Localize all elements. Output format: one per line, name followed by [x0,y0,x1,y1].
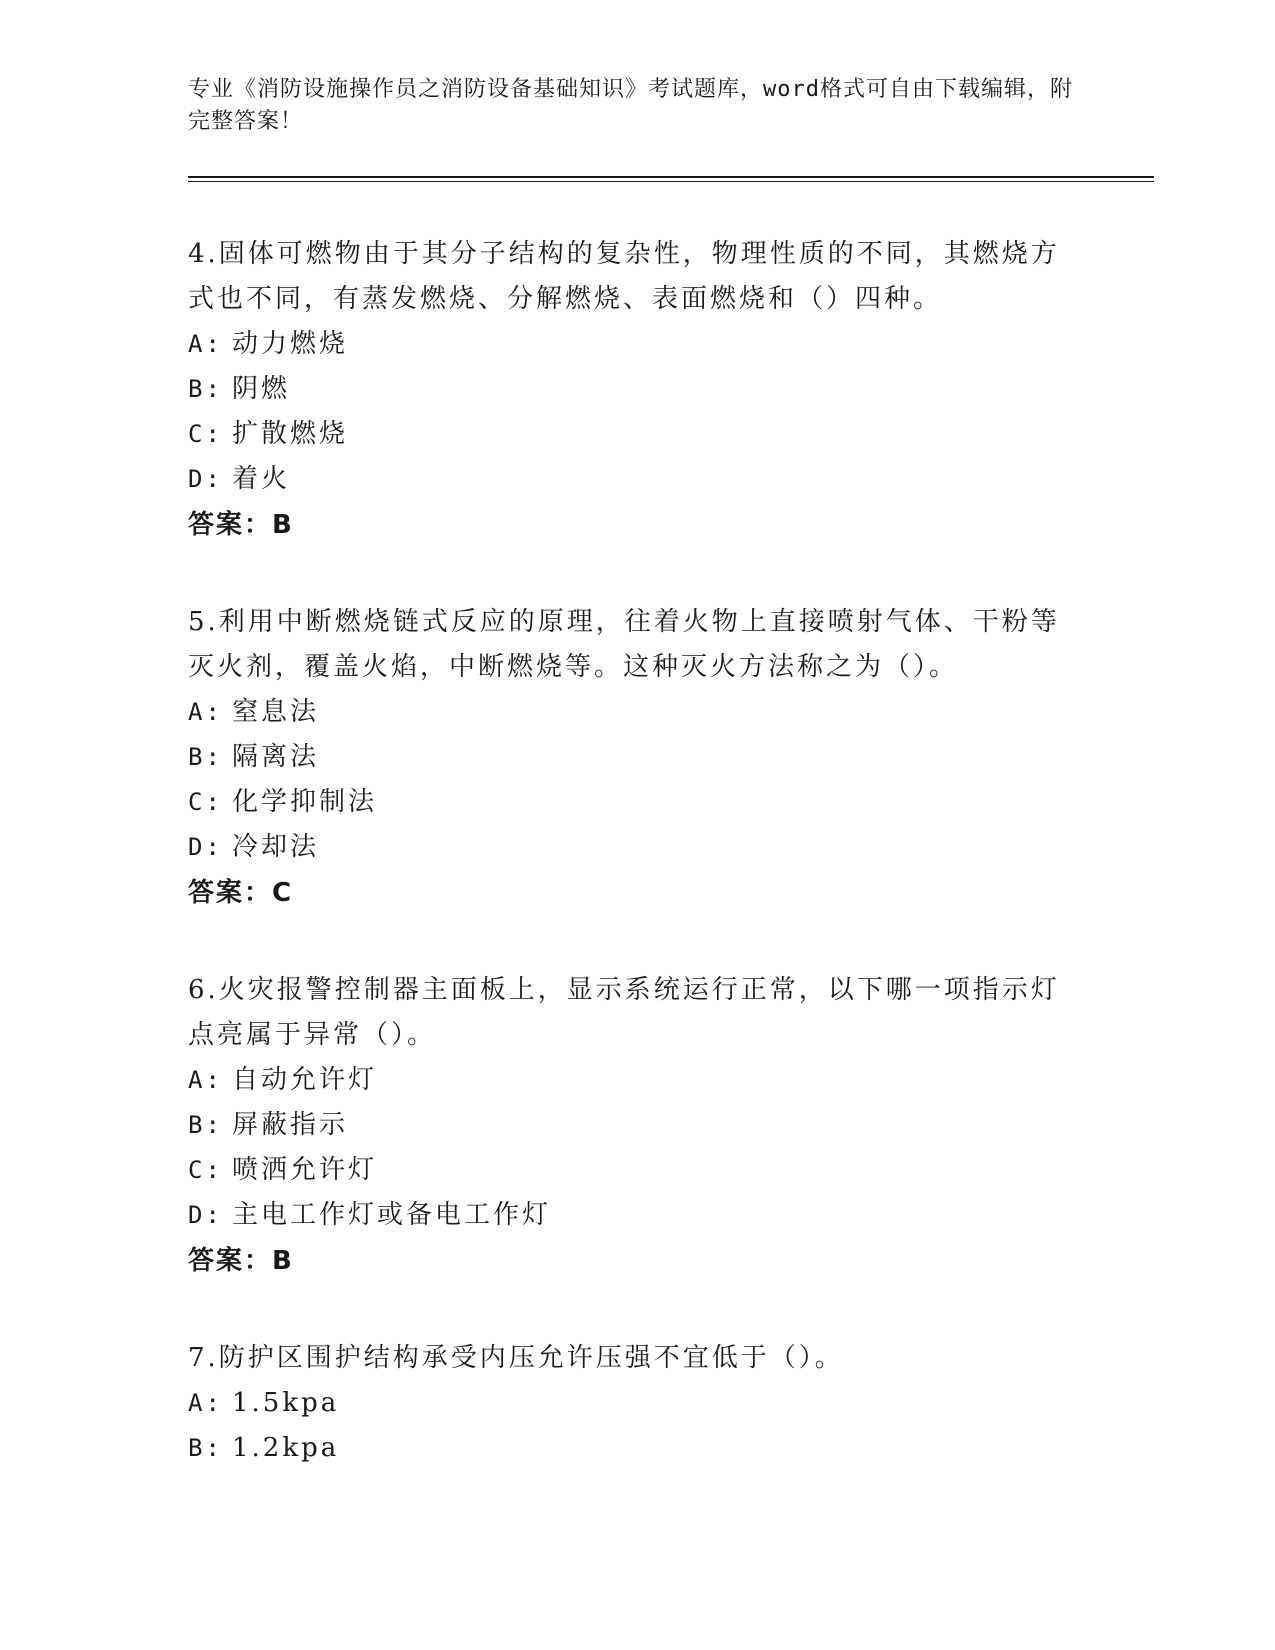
question-stem: 4.固体可燃物由于其分子结构的复杂性，物理性质的不同，其燃烧方式也不同，有蒸发燃烧、分解燃烧、表面燃烧和（）四种。 [188,239,1060,314]
document-header [188,74,1088,138]
answer-line: 答案：B [188,1246,294,1276]
header-divider-thick [188,176,1154,178]
option-a [188,1381,1068,1426]
option-text: 喷洒允许灯 [232,1155,378,1185]
answer-line: 答案：B [188,510,294,540]
option-key: C: [188,420,223,448]
option-key: A: [188,1389,223,1417]
option-key: B: [188,1434,223,1462]
option-key: A: [188,330,223,358]
option-text: 阴燃 [232,374,291,404]
question-stem: 7.防护区围护结构承受内压允许压强不宜低于（）。 [188,1343,844,1373]
option-key: C: [188,788,223,816]
option-b [188,1103,1068,1148]
question-7 [188,1336,1068,1471]
option-key: B: [188,1111,223,1139]
option-key: A: [188,698,223,726]
question-stem: 6.火灾报警控制器主面板上，显示系统运行正常，以下哪一项指示灯点亮属于异常（）。 [188,975,1060,1050]
option-text: 扩散燃烧 [232,419,349,449]
option-b [188,367,1068,412]
option-text: 化学抑制法 [232,787,378,817]
option-b [188,735,1068,780]
answer-line: 答案：C [188,878,294,908]
option-a [188,690,1068,735]
option-key: D: [188,465,223,493]
option-d [188,457,1068,502]
option-text: 窒息法 [232,697,320,727]
option-text: 隔离法 [232,742,320,772]
option-key: D: [188,1201,223,1229]
option-c [188,780,1068,825]
option-text: 屏蔽指示 [232,1110,349,1140]
option-key: D: [188,833,223,861]
option-d [188,825,1068,870]
option-text: 动力燃烧 [232,329,349,359]
option-a [188,1058,1068,1103]
header-text: 专业《消防设施操作员之消防设备基础知识》考试题库，word格式可自由下载编辑，附完整答案！ [188,77,1073,134]
option-text: 1.5kpa [232,1388,340,1418]
question-4 [188,232,1068,548]
option-c [188,412,1068,457]
option-text: 自动允许灯 [232,1065,378,1095]
option-key: B: [188,743,223,771]
option-text: 1.2kpa [232,1433,340,1463]
option-d [188,1193,1068,1238]
question-list [188,232,1068,1523]
option-b [188,1426,1068,1471]
question-5 [188,600,1068,916]
header-divider-thin [188,181,1154,182]
option-c [188,1148,1068,1193]
question-stem: 5.利用中断燃烧链式反应的原理，往着火物上直接喷射气体、干粉等灭火剂，覆盖火焰，中断燃烧等。这种灭火方法称之为（）。 [188,607,1060,682]
option-key: C: [188,1156,223,1184]
option-key: B: [188,375,223,403]
option-text: 主电工作灯或备电工作灯 [232,1200,552,1230]
option-key: A: [188,1066,223,1094]
option-text: 冷却法 [232,832,320,862]
question-6 [188,968,1068,1284]
option-text: 着火 [232,464,291,494]
option-a [188,322,1068,367]
